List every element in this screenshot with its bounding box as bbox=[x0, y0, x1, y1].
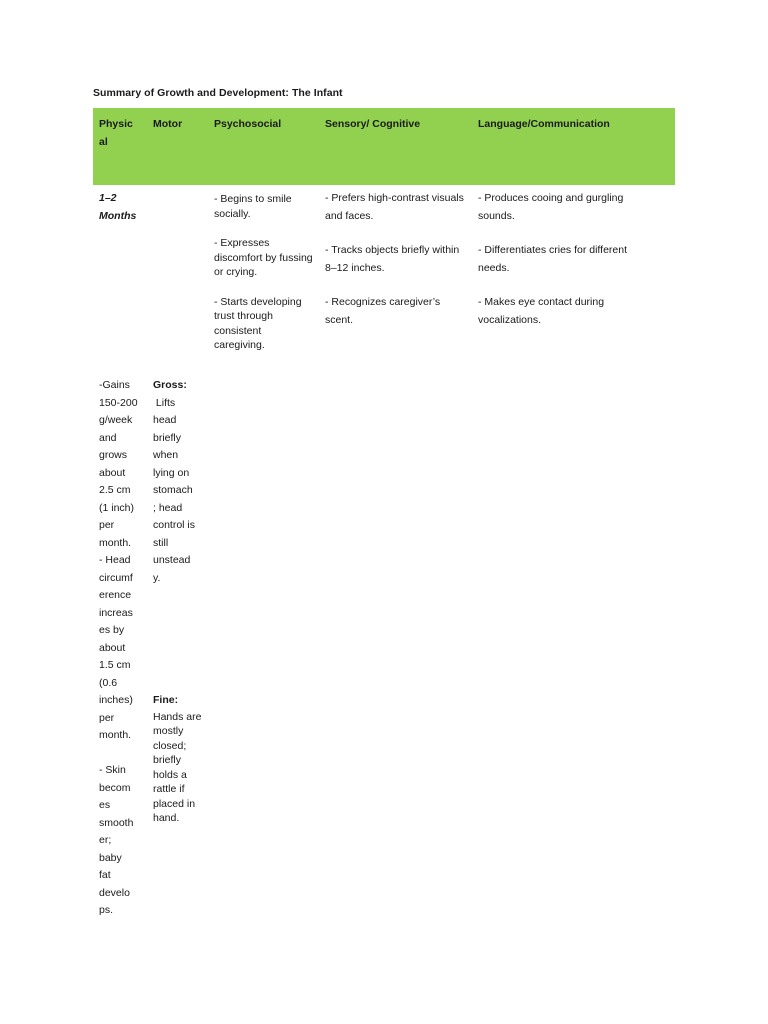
text-line: -Gains bbox=[99, 379, 130, 391]
text-line: es by bbox=[99, 624, 125, 636]
text-line: ps. bbox=[99, 904, 114, 916]
text-line: circumf bbox=[99, 571, 133, 584]
header-physical-line1: Physic bbox=[99, 118, 133, 130]
text-line: per bbox=[99, 519, 115, 531]
text-line: g/week bbox=[99, 414, 133, 426]
age-label bbox=[99, 190, 136, 225]
text-line: about bbox=[99, 641, 126, 654]
header-sensory-cognitive: Sensory/ Cognitive bbox=[325, 118, 421, 130]
text-line: unstead bbox=[153, 554, 191, 566]
text-line: control is bbox=[153, 519, 196, 531]
text-line: smooth bbox=[99, 816, 134, 829]
text-line: baby bbox=[99, 851, 122, 864]
sensory-item: - Recognizes caregiver’s scent. bbox=[325, 296, 441, 326]
physical-skin-text bbox=[99, 762, 149, 920]
text-line: 1.5 cm bbox=[99, 659, 131, 671]
sensory-item: - Prefers high-contrast visuals and faces. bbox=[325, 192, 464, 222]
text-line: 2.5 cm bbox=[99, 484, 131, 496]
physical-head-text bbox=[99, 552, 149, 745]
text-line: (0.6 bbox=[99, 676, 118, 689]
sensory-item: - Tracks objects briefly within 8–12 inches. bbox=[325, 244, 460, 274]
text-line: fat bbox=[99, 869, 111, 881]
text-line: inches) bbox=[99, 694, 133, 706]
motor-fine-text: Hands are mostly closed; briefly holds a rattle if placed in hand. bbox=[153, 710, 202, 824]
psychosocial-item: - Starts developing trust through consistent caregiving. bbox=[214, 295, 302, 351]
motor-gross-label: Gross: bbox=[153, 379, 187, 391]
text-line: es bbox=[99, 799, 111, 811]
text-line: when bbox=[153, 449, 179, 461]
psychosocial-item: - Expresses discomfort by fussing or crying. bbox=[214, 237, 313, 278]
physical-weight-text bbox=[99, 377, 149, 552]
header-physical bbox=[99, 115, 133, 151]
text-line: month. bbox=[99, 729, 132, 741]
text-line: er; bbox=[99, 834, 112, 846]
text-line: ; head bbox=[153, 501, 183, 514]
header-physical-line2: al bbox=[99, 136, 108, 148]
text-line: - Head bbox=[99, 554, 131, 566]
psychosocial-column bbox=[214, 192, 314, 353]
text-line: increas bbox=[99, 606, 133, 619]
text-line: per bbox=[99, 711, 115, 724]
header-psychosocial: Psychosocial bbox=[214, 118, 282, 130]
header-language-communication: Language/Communication bbox=[478, 118, 610, 130]
text-line: Lifts bbox=[153, 396, 176, 409]
motor-fine-label: Fine: bbox=[153, 694, 179, 706]
text-line: still bbox=[153, 536, 169, 549]
text-line: 150-200 bbox=[99, 396, 138, 409]
text-line: lying on bbox=[153, 466, 190, 479]
text-line: briefly bbox=[153, 431, 182, 444]
document-title: Summary of Growth and Development: The Infant bbox=[93, 87, 343, 99]
text-line: - Skin bbox=[99, 764, 126, 776]
language-item: - Makes eye contact during vocalizations. bbox=[478, 296, 605, 326]
text-line: (1 inch) bbox=[99, 501, 135, 514]
text-line: stomach bbox=[153, 484, 193, 496]
age-label-line2: Months bbox=[99, 209, 137, 222]
header-motor: Motor bbox=[153, 118, 183, 130]
text-line: and bbox=[99, 431, 117, 444]
text-line: erence bbox=[99, 589, 132, 601]
psychosocial-item: - Begins to smile socially. bbox=[214, 193, 292, 220]
text-line: about bbox=[99, 466, 126, 479]
age-label-line1: 1–2 bbox=[99, 192, 117, 204]
language-item: - Produces cooing and gurgling sounds. bbox=[478, 192, 624, 222]
text-line: y. bbox=[153, 571, 161, 584]
text-line: month. bbox=[99, 536, 132, 549]
language-item: - Differentiates cries for different needs. bbox=[478, 244, 628, 274]
motor-gross-block bbox=[153, 377, 208, 587]
text-line: becom bbox=[99, 781, 131, 794]
sensory-cognitive-column bbox=[325, 190, 465, 329]
language-column bbox=[478, 190, 658, 329]
text-line: grows bbox=[99, 449, 128, 461]
text-line: head bbox=[153, 414, 177, 426]
text-line: develo bbox=[99, 886, 130, 899]
physical-column bbox=[99, 377, 149, 920]
motor-fine-block bbox=[153, 692, 205, 826]
